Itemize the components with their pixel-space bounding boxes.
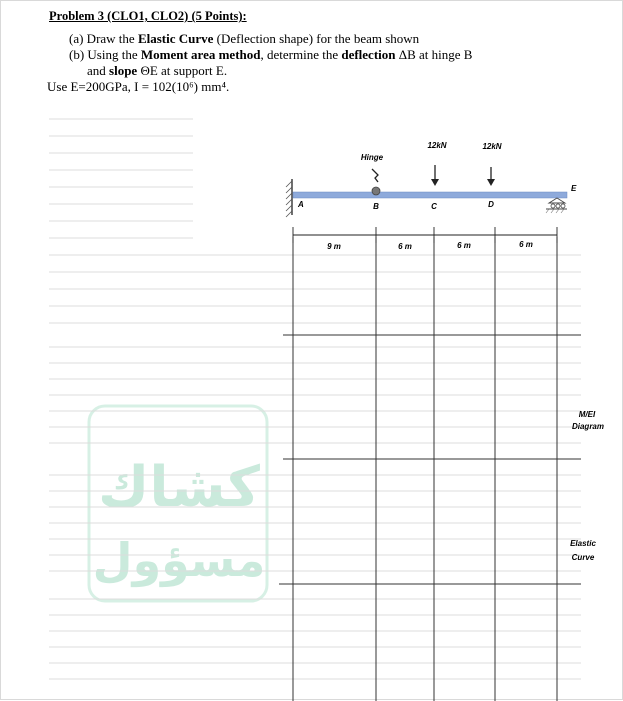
watermark-line2: مسؤول [92,533,266,587]
point-e-label: E [571,184,577,193]
ruled-lines [49,119,581,679]
span-de-label: 6 m [519,240,533,249]
point-c-label: C [431,202,437,211]
load-d-label: 12kN [482,142,502,151]
span-ab-label: 9 m [327,242,341,251]
watermark-line1: كشاك [98,455,260,520]
span-bc-label: 6 m [398,242,412,251]
load-c-label: 12kN [427,141,447,150]
part-b-bold-method: Moment area method [140,47,261,62]
load-c-arrow-icon [431,179,439,186]
beam [293,192,567,198]
point-d-label: D [488,200,494,209]
part-a-bold: Elastic Curve [137,31,214,46]
load-d-arrow-icon [487,179,495,186]
dimension-lines [293,227,557,243]
roller-support-e [546,198,567,213]
point-a-label: A [298,200,304,209]
given-values: Use E=200GPa, I = 102(10⁶) mm⁴. [47,79,230,94]
load-c [427,141,446,186]
load-d [482,142,501,186]
me-diagram-label-line1: M/EI [578,410,596,419]
watermark [89,406,267,601]
beam-figure [1,1,623,701]
point-b-label: B [373,202,379,211]
elastic-curve-label-line2: Curve [571,553,595,562]
part-b-symbol: ΔB at hinge B [395,47,473,62]
problem-heading: Problem 3 (CLO1, CLO2) (5 Points): [49,9,247,23]
hinge-pin-icon [372,187,380,195]
hinge-b [361,153,384,195]
part-a-prefix: (a) Draw the [69,31,138,46]
fixed-support-a [286,179,292,217]
part-b2-suffix: ΘE at support E. [137,63,228,78]
hinge-pointer-icon [372,169,378,182]
span-cd-label: 6 m [457,241,471,250]
me-diagram-label-line2: Diagram [571,422,605,431]
part-b2-bold-slope: slope [109,63,138,78]
part-a-suffix: (Deflection shape) for the beam shown [213,31,420,46]
hinge-label: Hinge [360,153,384,162]
part-b-bold-deflection: deflection [341,47,396,62]
part-b2-prefix: and [87,63,110,78]
elastic-curve-label-line1: Elastic [570,539,596,548]
part-b-prefix: (b) Using the [69,47,141,62]
section-dividers [279,335,581,584]
part-b-mid: , determine the [260,47,342,62]
